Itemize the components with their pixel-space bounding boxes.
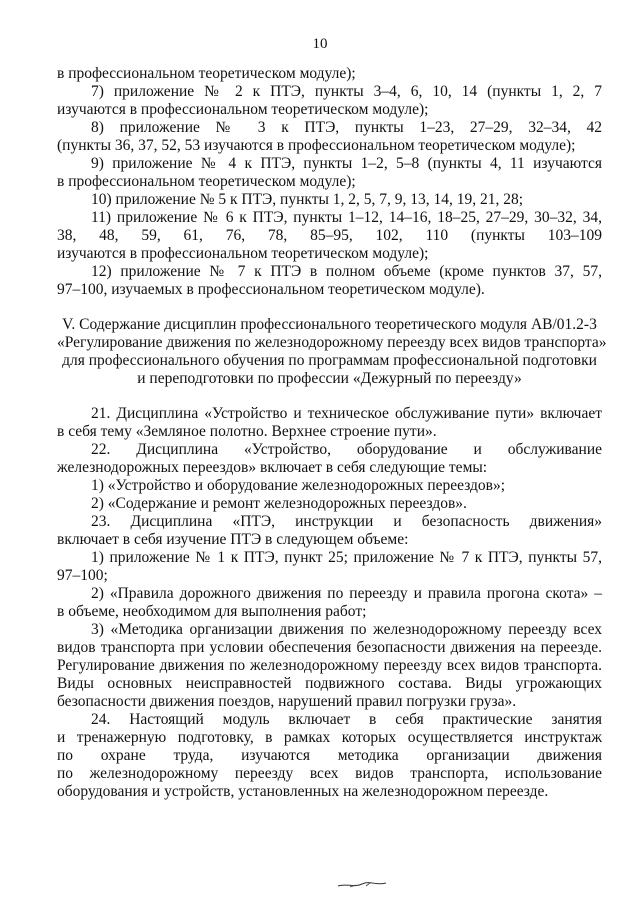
text-line: 21. Дисциплина «Устройство и техническое обслуживание пути» включает [91,405,602,422]
text-line: безопасности движения поездов, нарушений правил погрузки груза». [57,693,517,710]
text-line: 97–100, изучаемых в профессиональном теоретическом модуле). [57,281,485,298]
text-line: железнодорожных переездов» включает в себя следующие темы: [57,459,488,476]
text-line: 11) приложение № 6 к ПТЭ, пункты 1–12, 14–16, 18–25, 27–29, 30–32, 34, [91,209,602,226]
text-line: в объеме, необходимом для выполнения работ; [57,603,367,620]
text-line: 2) «Правила дорожного движения по переезду и правила прогона скота» – [91,585,602,602]
text-line: 7) приложение № 2 к ПТЭ, пункты 3–4, 6, 10, 14 (пункты 1, 2, 7 [91,83,602,100]
text-line: 10) приложение № 5 к ПТЭ, пункты 1, 2, 5, 7, 9, 13, 14, 19, 21, 28; [91,191,524,208]
text-line: видов транспорта при условии обеспечения безопасности движения на переезде. [57,639,602,656]
text-line: 8) приложение № 3 к ПТЭ, пункты 1–23, 27–29, 32–34, 42 [91,119,602,136]
text-line: 2) «Содержание и ремонт железнодорожных переездов». [91,495,467,512]
section-heading-line: «Регулирование движения по железнодорожному переезду всех видов транспорта» [57,334,607,351]
section-heading-line: для профессионального обучения по программам профессиональной подготовки [62,352,597,369]
page-number: 10 [312,36,328,52]
text-line: в профессиональном теоретическом модуле); [57,65,356,82]
text-line: Виды основных неисправностей подвижного состава. Виды угрожающих [57,675,602,692]
text-line: включает в себя изучение ПТЭ в следующем объеме: [57,531,409,548]
text-line: в себя тему «Земляное полотно. Верхнее строение пути». [57,423,437,440]
text-line: 3) «Методика организации движения по железнодорожному переезду всех [91,621,602,638]
text-line: в профессиональном теоретическом модуле); [57,173,356,190]
handwritten-mark [336,880,388,889]
text-line: 9) приложение № 4 к ПТЭ, пункты 1–2, 5–8 (пункты 4, 11 изучаются [91,155,602,172]
section-heading-line: V. Содержание дисциплин профессионального теоретического модуля АВ/01.2-3 [62,316,597,333]
text-line: (пункты 36, 37, 52, 53 изучаются в профессиональном теоретическом модуле); [57,137,576,154]
text-line: по железнодорожному переезду всех видов транспорта, использование [57,765,602,782]
text-line: изучаются в профессиональном теоретическом модуле); [57,245,429,262]
text-line: 24. Настоящий модуль включает в себя практические занятия [91,711,602,728]
text-line: изучаются в профессиональном теоретическом модуле); [57,101,429,118]
text-line: 22. Дисциплина «Устройство, оборудование и обслуживание [91,441,602,458]
section-heading-line: и переподготовки по профессии «Дежурный по переезду» [137,370,522,387]
text-line: 1) приложение № 1 к ПТЭ, пункт 25; приложение № 7 к ПТЭ, пункты 57, [91,549,602,566]
text-line: 97–100; [57,567,108,584]
text-line: 12) приложение № 7 к ПТЭ в полном объеме (кроме пунктов 37, 57, [91,263,602,280]
text-line: 1) «Устройство и оборудование железнодорожных переездов»; [91,477,506,494]
text-line: оборудования и устройств, установленных на железнодорожном переезде. [57,783,549,800]
text-line: 23. Дисциплина «ПТЭ, инструкции и безопасность движения» [91,513,602,530]
text-line: 38, 48, 59, 61, 76, 78, 85–95, 102, 110 (пункты 103–109 [57,227,602,244]
text-line: Регулирование движения по железнодорожному переезду всех видов транспорта. [57,657,602,674]
text-line: и тренажерную подготовку, в рамках которых осуществляется инструктаж [57,729,602,746]
text-line: по охране труда, изучаются методика организации движения [57,747,602,764]
